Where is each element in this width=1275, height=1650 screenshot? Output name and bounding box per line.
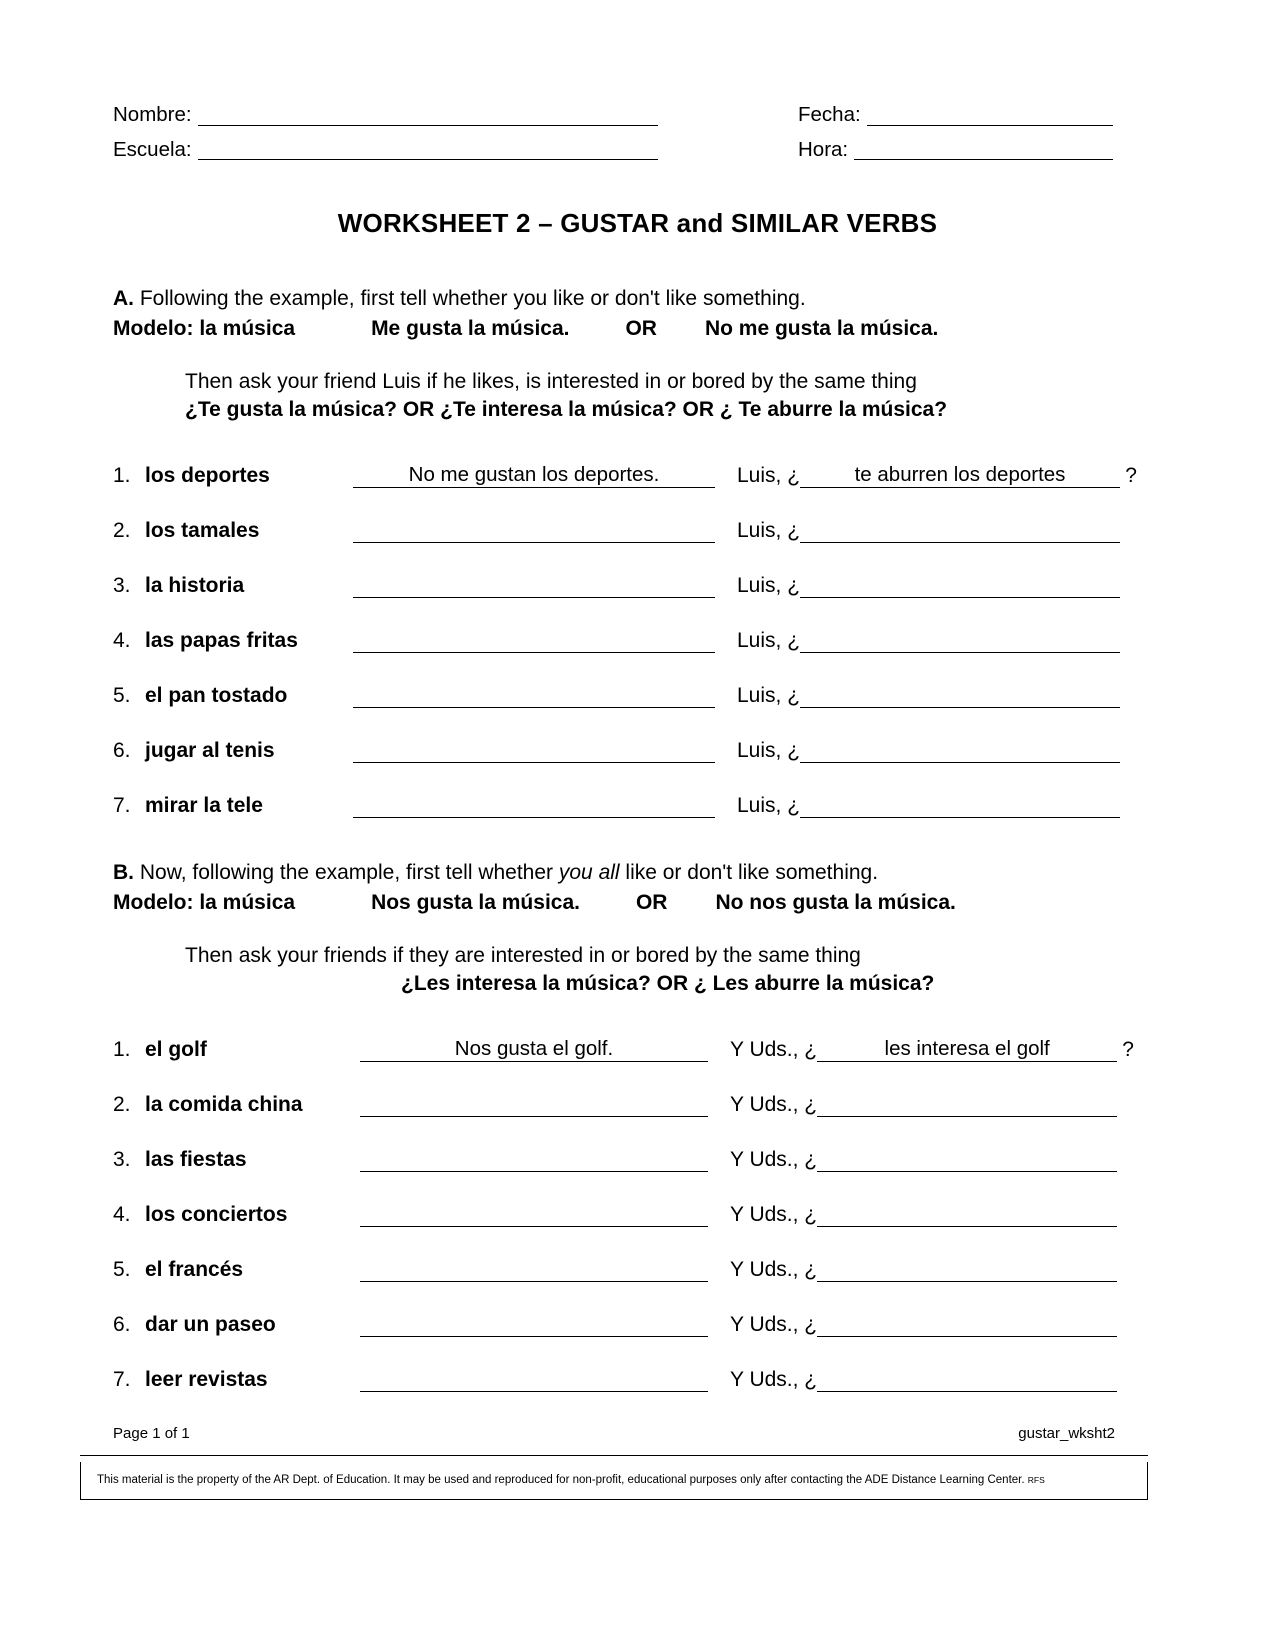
section-a-instruction-text: Following the example, first tell whether you like or don't like something. [139, 287, 806, 310]
exercise-row [113, 1132, 1113, 1172]
exercise-right [715, 737, 1142, 763]
question-input-line[interactable] [800, 517, 1120, 543]
question-input-line[interactable] [800, 792, 1120, 818]
page-title: WORKSHEET 2 – GUSTAR and SIMILAR VERBS [337, 208, 938, 238]
section-a-modelo-label: Modelo: [113, 316, 194, 340]
hour-field-group [658, 137, 1113, 161]
answer-input-line[interactable] [353, 627, 715, 653]
answer-input-line[interactable] [360, 1366, 708, 1392]
section-b-modelo-or: OR [635, 890, 668, 914]
exercise-row [113, 1022, 1134, 1062]
question-input-line[interactable] [800, 737, 1120, 763]
question-prefix: Luis, ¿ [737, 574, 801, 598]
answer-input-line[interactable] [360, 1256, 708, 1282]
exercise-left [113, 572, 715, 598]
item-number: 7. [113, 794, 131, 818]
section-b-ask-examples: ¿Les interesa la música? OR ¿ Les aburre la música? [401, 972, 935, 996]
hour-input-line[interactable] [854, 142, 1113, 160]
school-field-group [113, 137, 658, 161]
name-label: Nombre: [113, 103, 192, 126]
section-b-modelo-alt: No nos gusta la música. [715, 890, 956, 914]
exercise-row [113, 448, 1137, 488]
file-name-label: gustar_wksht2 [1018, 1425, 1115, 1442]
exercise-row [113, 503, 1113, 543]
answer-input-line[interactable] [360, 1146, 708, 1172]
item-prompt: dar un paseo [145, 1313, 276, 1337]
question-prefix: Luis, ¿ [737, 629, 801, 653]
item-prompt: jugar al tenis [145, 739, 275, 763]
item-number: 5. [113, 684, 131, 708]
header-row-name-date [113, 105, 1113, 126]
question-input-line[interactable] [817, 1091, 1117, 1117]
item-number: 1. [113, 464, 131, 488]
section-b-instruction-emphasis: you all [558, 861, 620, 884]
answer-text: No me gustan los deportes. [408, 463, 660, 487]
page-number-label: Page 1 of 1 [113, 1425, 190, 1442]
exercise-left [113, 517, 715, 543]
copyright-notice-box [80, 1462, 1148, 1500]
answer-input-line[interactable] [353, 517, 715, 543]
item-prompt: el francés [145, 1258, 244, 1282]
page-footer [113, 1425, 1115, 1442]
question-input-line[interactable] [817, 1366, 1117, 1392]
header-row-school-hour [113, 137, 1113, 161]
exercise-right [708, 1036, 1139, 1062]
answer-input-line[interactable] [360, 1091, 708, 1117]
section-b-letter: B. [113, 861, 134, 884]
section-b-instruction-part2: like or don't like something. [619, 861, 879, 884]
answer-input-line[interactable] [353, 737, 715, 763]
question-input-line[interactable] [817, 1201, 1117, 1227]
section-a-modelo-alt: No me gusta la música. [704, 316, 939, 340]
exercise-right [708, 1366, 1139, 1392]
answer-input-line[interactable] [360, 1036, 708, 1062]
exercise-right [708, 1201, 1139, 1227]
student-info-header [113, 105, 1113, 174]
answer-input-line[interactable] [353, 792, 715, 818]
item-prompt: el golf [145, 1038, 207, 1062]
section-b-exercise-list [113, 1022, 1134, 1392]
date-label: Fecha: [798, 103, 861, 126]
item-number: 2. [113, 1093, 131, 1117]
copyright-main-text: This material is the property of the AR Dept. of Education. It may be used and reproduced for non-profit, educational purposes only after contacting the ADE Distance Learning Center. [97, 1473, 1025, 1486]
exercise-row [113, 723, 1113, 763]
exercise-row [113, 1187, 1113, 1227]
exercise-left [113, 737, 715, 763]
question-text: te aburren los deportes [854, 463, 1066, 487]
section-a-instruction [113, 286, 1113, 313]
exercise-left [113, 1091, 708, 1117]
question-prefix: Luis, ¿ [737, 684, 801, 708]
exercise-left [113, 1366, 708, 1392]
question-mark: ? [1122, 1038, 1134, 1062]
question-text: les interesa el golf [884, 1037, 1050, 1061]
exercise-row [113, 778, 1113, 818]
question-prefix: Y Uds., ¿ [730, 1093, 818, 1117]
question-prefix: Y Uds., ¿ [730, 1313, 818, 1337]
question-input-line[interactable] [800, 462, 1120, 488]
item-number: 7. [113, 1368, 131, 1392]
item-prompt: el pan tostado [145, 684, 288, 708]
question-prefix: Luis, ¿ [737, 794, 801, 818]
item-number: 1. [113, 1038, 131, 1062]
question-mark: ? [1125, 464, 1137, 488]
exercise-left [113, 1311, 708, 1337]
question-prefix: Y Uds., ¿ [730, 1148, 818, 1172]
name-field-group [113, 105, 658, 126]
item-prompt: mirar la tele [145, 794, 263, 818]
exercise-left [113, 1146, 708, 1172]
name-input-line[interactable] [198, 108, 658, 126]
exercise-right [708, 1146, 1139, 1172]
date-field-group [658, 105, 1113, 126]
hour-label: Hora: [798, 137, 849, 161]
exercise-right [715, 462, 1142, 488]
date-input-line[interactable] [867, 108, 1113, 126]
exercise-row [113, 1077, 1113, 1117]
item-number: 6. [113, 739, 131, 763]
item-number: 3. [113, 1148, 131, 1172]
section-b-modelo-item: la música [199, 890, 296, 914]
question-input-line[interactable] [800, 572, 1120, 598]
question-prefix: Y Uds., ¿ [730, 1203, 818, 1227]
answer-input-line[interactable] [353, 462, 715, 488]
answer-input-line[interactable] [360, 1201, 708, 1227]
item-number: 2. [113, 519, 131, 543]
item-number: 5. [113, 1258, 131, 1282]
school-label: Escuela: [113, 137, 192, 161]
exercise-right [715, 682, 1142, 708]
question-prefix: Y Uds., ¿ [730, 1038, 818, 1062]
question-input-line[interactable] [800, 627, 1120, 653]
section-b-modelo-answer: Nos gusta la música. [371, 890, 580, 914]
item-number: 4. [113, 1203, 131, 1227]
item-prompt: la comida china [145, 1093, 303, 1117]
item-number: 3. [113, 574, 131, 598]
exercise-left [113, 627, 715, 653]
exercise-row [113, 1297, 1113, 1337]
exercise-right [715, 517, 1142, 543]
section-a-modelo [113, 315, 1113, 342]
item-prompt: los deportes [145, 464, 270, 488]
exercise-left [113, 462, 715, 488]
section-a-modelo-answer: Me gusta la música. [371, 316, 570, 340]
item-prompt: las fiestas [145, 1148, 247, 1172]
section-a-modelo-or: OR [625, 316, 657, 340]
exercise-left [113, 1256, 708, 1282]
footer-divider [80, 1455, 1148, 1456]
item-prompt: las papas fritas [145, 629, 298, 653]
question-prefix: Y Uds., ¿ [730, 1368, 818, 1392]
section-b-modelo-label: Modelo: [113, 890, 194, 914]
section-a-ask-examples: ¿Te gusta la música? OR ¿Te interesa la música? OR ¿ Te aburre la música? [185, 398, 948, 422]
exercise-right [715, 572, 1142, 598]
section-a-exercise-list [113, 448, 1137, 818]
question-prefix: Luis, ¿ [737, 739, 801, 763]
question-prefix: Y Uds., ¿ [730, 1258, 818, 1282]
exercise-left [113, 682, 715, 708]
item-prompt: leer revistas [145, 1368, 268, 1392]
question-input-line[interactable] [800, 682, 1120, 708]
question-prefix: Luis, ¿ [737, 464, 801, 488]
section-b-instruction-part1: Now, following the example, first tell whether [139, 861, 559, 884]
exercise-row [113, 558, 1113, 598]
section-a-ask-line: Then ask your friend Luis if he likes, is interested in or bored by the same thing [185, 370, 917, 394]
item-prompt: la historia [145, 574, 245, 598]
answer-input-line[interactable] [360, 1311, 708, 1337]
exercise-left [113, 1036, 708, 1062]
exercise-row [113, 1352, 1113, 1392]
exercise-left [113, 792, 715, 818]
question-input-line[interactable] [817, 1036, 1117, 1062]
section-a [113, 286, 1137, 833]
exercise-row [113, 613, 1113, 653]
section-b [113, 860, 1134, 1407]
exercise-row [113, 668, 1113, 708]
item-number: 6. [113, 1313, 131, 1337]
question-input-line[interactable] [817, 1256, 1117, 1282]
question-prefix: Luis, ¿ [737, 519, 801, 543]
question-input-line[interactable] [817, 1146, 1117, 1172]
exercise-left [113, 1201, 708, 1227]
school-input-line[interactable] [198, 142, 658, 160]
item-prompt: los tamales [145, 519, 260, 543]
answer-text: Nos gusta el golf. [454, 1037, 614, 1061]
copyright-text [97, 1475, 1045, 1487]
section-b-instruction [113, 860, 1113, 887]
item-prompt: los conciertos [145, 1203, 288, 1227]
answer-input-line[interactable] [353, 682, 715, 708]
section-a-modelo-item: la música [199, 316, 296, 340]
item-number: 4. [113, 629, 131, 653]
section-b-modelo [113, 889, 1113, 916]
exercise-right [715, 792, 1142, 818]
exercise-right [715, 627, 1142, 653]
question-input-line[interactable] [817, 1311, 1117, 1337]
exercise-row [113, 1242, 1113, 1282]
exercise-right [708, 1091, 1139, 1117]
exercise-right [708, 1256, 1139, 1282]
copyright-initials: RFS [1027, 1474, 1045, 1485]
section-b-ask-line: Then ask your friends if they are interested in or bored by the same thing [185, 944, 861, 968]
section-a-letter: A. [113, 287, 134, 310]
exercise-right [708, 1311, 1139, 1337]
answer-input-line[interactable] [353, 572, 715, 598]
